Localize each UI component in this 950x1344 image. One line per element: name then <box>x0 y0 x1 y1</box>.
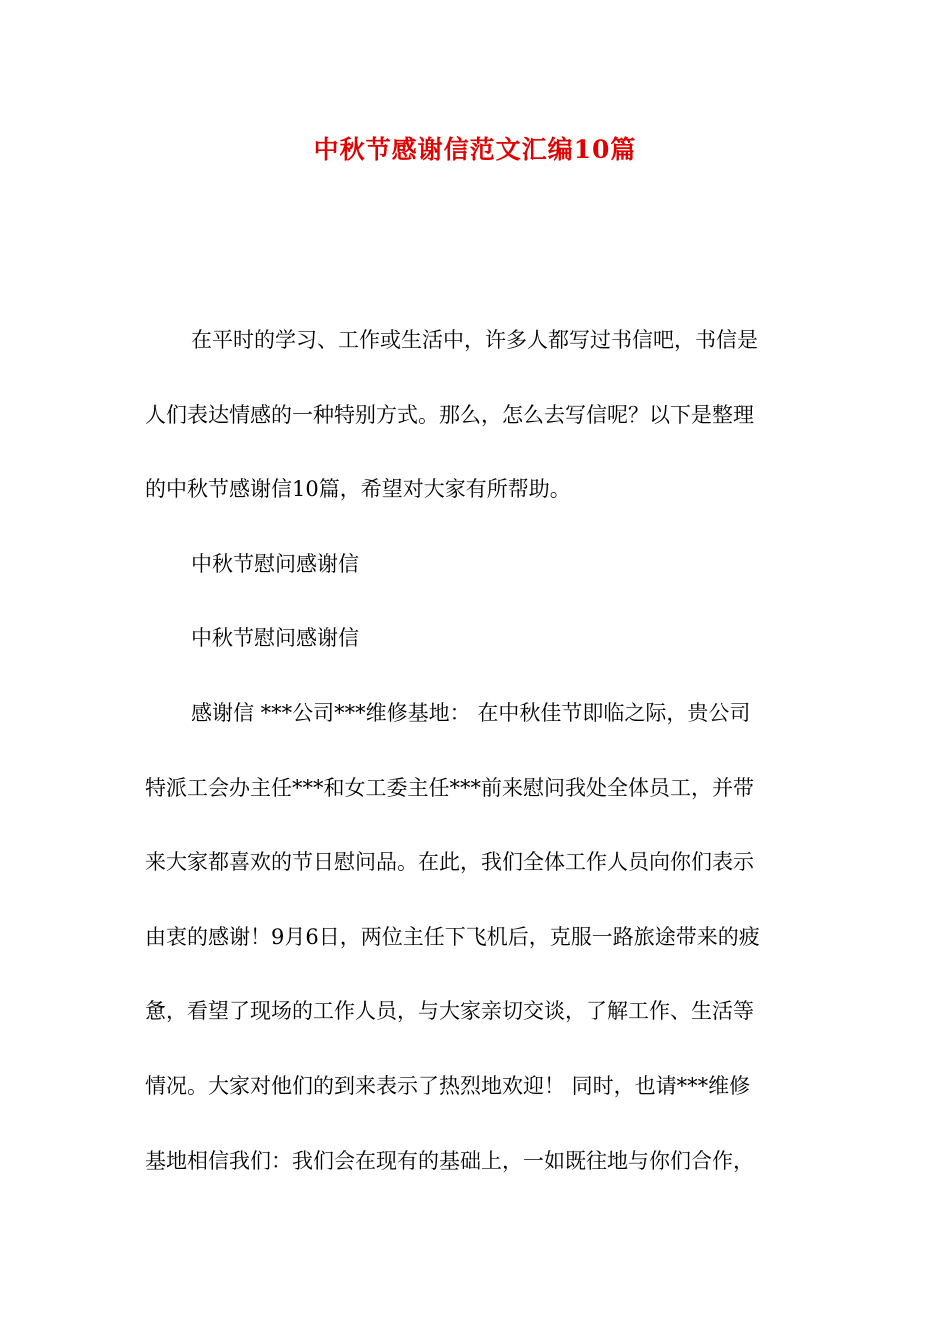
body-line-6: 感谢信 ***公司***维修基地： 在中秋佳节即临之际，贵公司 <box>191 700 751 725</box>
body-line-8: 来大家都喜欢的节日慰问品。在此，我们全体工作人员向你们表示 <box>145 850 754 875</box>
body-line-3: 的中秋节感谢信10篇，希望对大家有所帮助。 <box>145 477 571 502</box>
body-line-7: 特派工会办主任***和女工委主任***前来慰问我处全体员工，并带 <box>145 775 754 800</box>
document-body <box>145 318 815 1213</box>
body-line-2: 人们表达情感的一种特别方式。那么，怎么去写信呢？以下是整理 <box>145 402 754 427</box>
body-line-9: 由衷的感谢！9月6日，两位主任下飞机后，克服一路旅途带来的疲 <box>145 924 760 949</box>
body-line-1: 在平时的学习、工作或生活中，许多人都写过书信吧，书信是 <box>191 328 758 352</box>
section-heading-2: 中秋节慰问感谢信 <box>191 626 359 651</box>
section-heading-1: 中秋节慰问感谢信 <box>191 551 359 576</box>
body-line-12: 基地相信我们：我们会在现有的基础上，一如既往地与你们合作， <box>145 1148 754 1173</box>
body-line-10: 惫，看望了现场的工作人员，与大家亲切交谈，了解工作、生活等 <box>145 999 754 1024</box>
document-title: 中秋节感谢信范文汇编10篇 <box>313 135 637 164</box>
body-line-11: 情况。大家对他们的到来表示了热烈地欢迎！ 同时，也请***维修 <box>145 1073 751 1098</box>
